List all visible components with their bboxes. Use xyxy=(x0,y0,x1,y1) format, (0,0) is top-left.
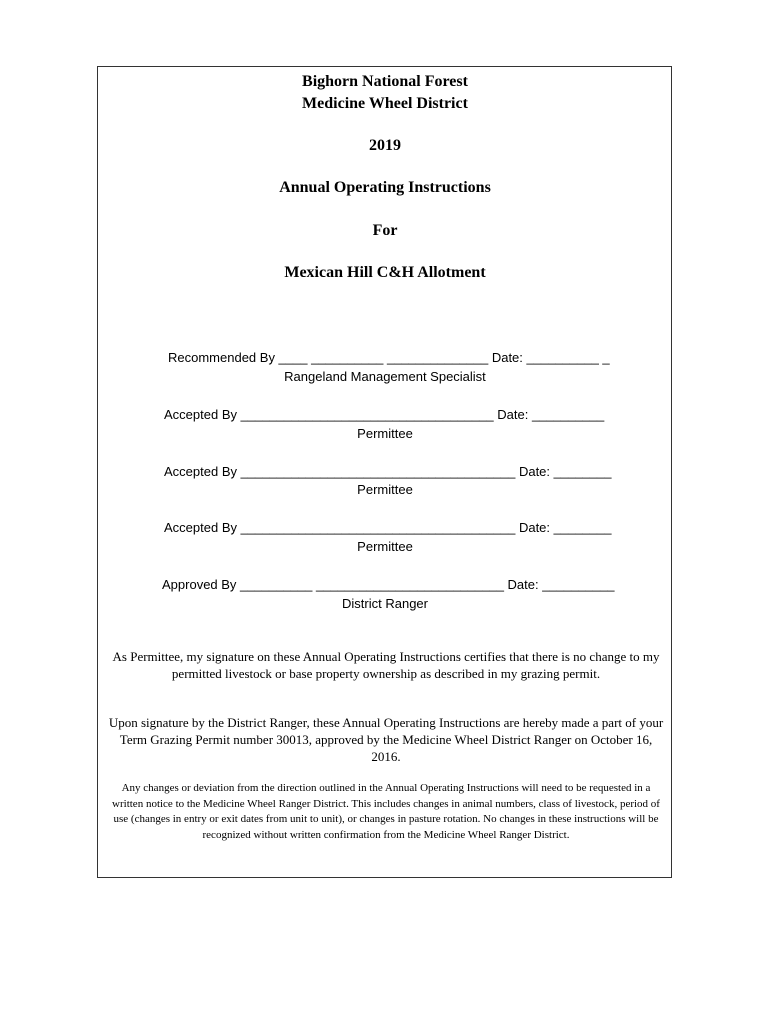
accepted-by-signature-line-3[interactable]: Accepted By ______________________________________ Date: ________ xyxy=(164,520,612,535)
forest-name: Bighorn National Forest xyxy=(302,73,468,90)
document-year: 2019 xyxy=(369,137,401,154)
recommended-by-signature-line[interactable]: Recommended By ____ __________ ______________ Date: __________ _ xyxy=(168,350,610,365)
document-title: Annual Operating Instructions xyxy=(279,179,491,196)
approval-paragraph: Upon signature by the District Ranger, these Annual Operating Instructions are hereby made a part of your Term Grazing Permit number 30013, approved by the Medicine Wheel District Ranger on October 16, 2016. xyxy=(108,715,664,764)
for-label: For xyxy=(372,222,398,239)
accepted-by-caption-3: Permittee xyxy=(357,539,413,554)
accepted-by-signature-line-1[interactable]: Accepted By ___________________________________ Date: __________ xyxy=(164,407,605,422)
approved-by-caption: District Ranger xyxy=(342,596,428,611)
approved-by-signature-line[interactable]: Approved By __________ __________________________ Date: __________ xyxy=(162,577,615,592)
district-name: Medicine Wheel District xyxy=(302,95,468,112)
accepted-by-caption-1: Permittee xyxy=(357,426,413,441)
recommended-by-caption: Rangeland Management Specialist xyxy=(284,369,486,384)
changes-paragraph: Any changes or deviation from the direction outlined in the Annual Operating Instructions will need to be requested in a written notice to the Medicine Wheel Ranger District. This includes changes in animal numbers, class of livestock, period of use (changes in entry or exit dates from unit to unit), or changes in pasture rotation. No changes in these instructions will be recognized without written confirmation from the Medicine Wheel Ranger District. xyxy=(112,782,660,841)
accepted-by-signature-line-2[interactable]: Accepted By ______________________________________ Date: ________ xyxy=(164,464,612,479)
allotment-name: Mexican Hill C&H Allotment xyxy=(284,264,486,281)
accepted-by-caption-2: Permittee xyxy=(357,482,413,497)
certification-paragraph: As Permittee, my signature on these Annual Operating Instructions certifies that there is no change to my permitted livestock or base property ownership as described in my grazing permit. xyxy=(112,649,660,681)
